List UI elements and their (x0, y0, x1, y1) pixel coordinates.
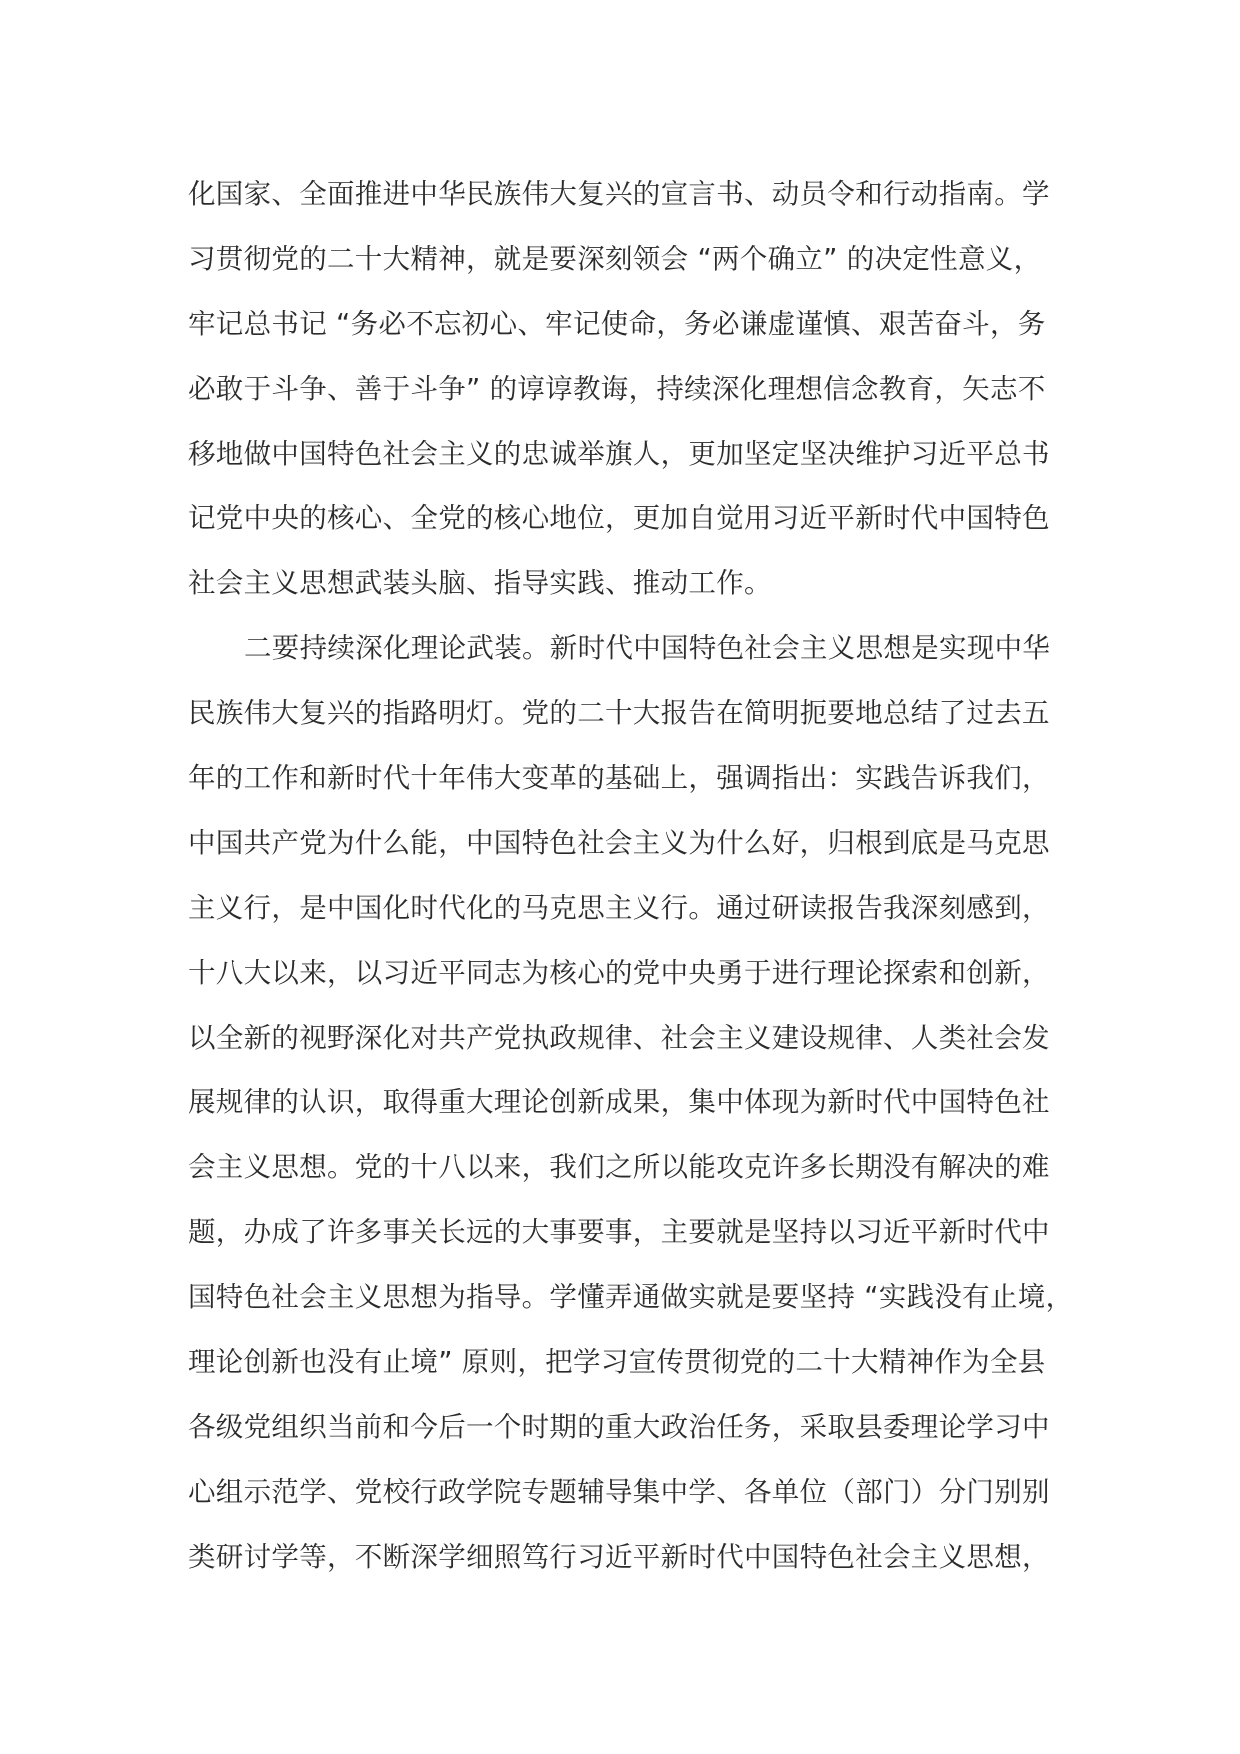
text-line: 必敢于斗争、善于斗争” 的谆谆教诲，持续深化理想信念教育，矢志不 (188, 372, 1046, 405)
text-line: 社会主义思想武装头脑、指导实践、推动工作。 (188, 567, 772, 600)
text-line: 记党中央的核心、全党的核心地位，更加自觉用习近平新时代中国特色 (188, 502, 1050, 535)
text-line: 民族伟大复兴的指路明灯。党的二十大报告在简明扼要地总结了过去五 (188, 697, 1050, 730)
document-body (188, 172, 1074, 1600)
text-line: 国特色社会主义思想为指导。学懂弄通做实就是要坚持 “实践没有止境， (188, 1281, 1074, 1314)
text-line: 展规律的认识，取得重大理论创新成果，集中体现为新时代中国特色社 (188, 1086, 1050, 1119)
text-line: 会主义思想。党的十八以来，我们之所以能攻克许多长期没有解决的难 (188, 1151, 1050, 1184)
paragraph-start-line: 二要持续深化理论武装。新时代中国特色社会主义思想是实现中华 (244, 632, 1051, 665)
text-line: 化国家、全面推进中华民族伟大复兴的宣言书、动员令和行动指南。学 (188, 178, 1050, 210)
text-line: 理论创新也没有止境” 原则，把学习宣传贯彻党的二十大精神作为全县 (188, 1346, 1046, 1379)
text-line: 年的工作和新时代十年伟大变革的基础上，强调指出：实践告诉我们， (188, 762, 1050, 795)
text-line: 中国共产党为什么能，中国特色社会主义为什么好，归根到底是马克思 (188, 826, 1050, 859)
text-line: 习贯彻党的二十大精神，就是要深刻领会 “两个确立” 的决定性意义， (188, 242, 1042, 275)
text-line: 十八大以来，以习近平同志为核心的党中央勇于进行理论探索和创新， (188, 956, 1050, 989)
text-line: 以全新的视野深化对共产党执政规律、社会主义建设规律、人类社会发 (188, 1021, 1050, 1054)
text-line: 移地做中国特色社会主义的忠诚举旗人，更加坚定坚决维护习近平总书 (188, 437, 1050, 470)
text-line: 各级党组织当前和今后一个时期的重大政治任务，采取县委理论学习中 (188, 1410, 1050, 1443)
text-line: 题，办成了许多事关长远的大事要事，主要就是坚持以习近平新时代中 (188, 1216, 1050, 1249)
text-line: 主义行，是中国化时代化的马克思主义行。通过研读报告我深刻感到， (188, 891, 1050, 924)
text-line: 类研讨学等，不断深学细照笃行习近平新时代中国特色社会主义思想， (188, 1540, 1050, 1573)
text-line: 心组示范学、党校行政学院专题辅导集中学、各单位（部门）分门别别 (188, 1475, 1050, 1508)
text-line: 牢记总书记 “务必不忘初心、牢记使命，务必谦虚谨慎、艰苦奋斗，务 (188, 307, 1046, 340)
